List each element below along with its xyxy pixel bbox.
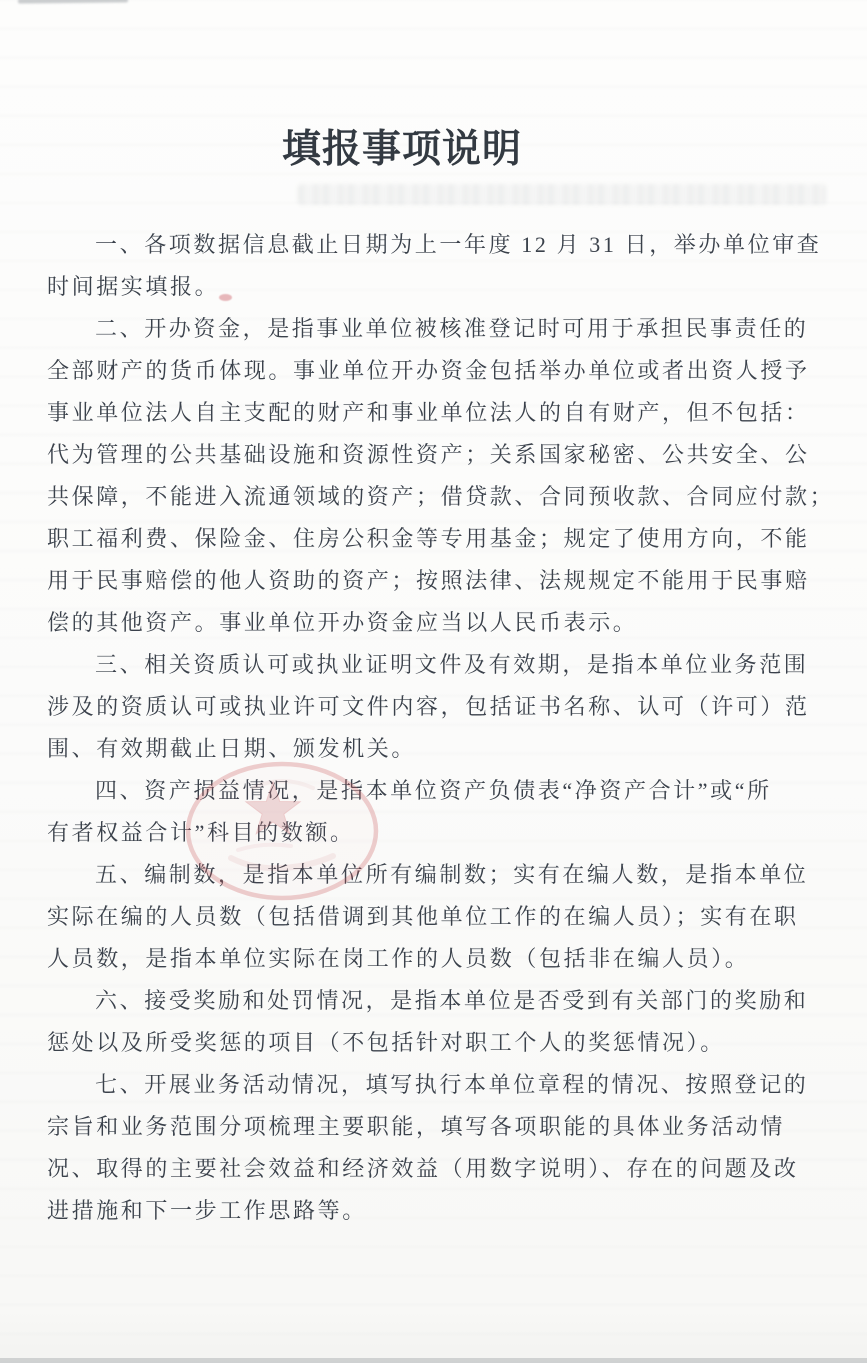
text-line: 职工福利费、保险金、住房公积金等专用基金；规定了使用方向，不能: [47, 526, 810, 551]
text-line: 代为管理的公共基础设施和资源性资产；关系国家秘密、公共安全、公: [47, 442, 810, 467]
document-title: 填报事项说明: [281, 128, 523, 171]
text-line: 七、开展业务活动情况，填写执行本单位章程的情况、按照登记的: [95, 1072, 809, 1097]
text-line: 事业单位法人自主支配的财产和事业单位法人的自有财产，但不包括：: [47, 400, 810, 425]
text-line: 五、编制数，是指本单位所有编制数；实有在编人数，是指本单位: [95, 862, 809, 887]
text-line: 六、接受奖励和处罚情况，是指本单位是否受到有关部门的奖励和: [95, 988, 809, 1013]
text-line: 有者权益合计”科目的数额。: [47, 820, 355, 845]
scan-artifact-top-smudge: [18, 0, 128, 4]
document-body: [47, 224, 837, 1232]
page-bottom-edge: [0, 1358, 867, 1363]
text-line: 偿的其他资产。事业单位开办资金应当以人民币表示。: [47, 610, 638, 635]
text-line: 二、开办资金，是指事业单位被核准登记时可用于承担民事责任的: [95, 316, 809, 341]
text-line: 围、有效期截止日期、颁发机关。: [47, 736, 417, 761]
scan-artifact-red-speck: [219, 294, 232, 301]
text-line: 况、取得的主要社会效益和经济效益（用数字说明）、存在的问题及改: [47, 1156, 799, 1181]
text-line: 一、各项数据信息截止日期为上一年度 12 月 31 日，举办单位审查: [95, 232, 822, 257]
text-line: 用于民事赔偿的他人资助的资产；按照法律、法规规定不能用于民事赔: [47, 568, 810, 593]
text-line: 涉及的资质认可或执业许可文件内容，包括证书名称、认可（许可）范: [47, 694, 810, 719]
text-line: 三、相关资质认可或执业证明文件及有效期，是指本单位业务范围: [95, 652, 809, 677]
text-line: 宗旨和业务范围分项梳理主要职能，填写各项职能的具体业务活动情: [47, 1114, 786, 1139]
text-line: 惩处以及所受奖惩的项目（不包括针对职工个人的奖惩情况）。: [47, 1030, 725, 1055]
text-line: 共保障，不能进入流通领域的资产；借贷款、合同预收款、合同应付款；: [47, 484, 835, 509]
text-line: 实际在编的人员数（包括借调到其他单位工作的在编人员）；实有在职: [47, 904, 799, 929]
bleed-through-text: [298, 184, 826, 205]
text-line: 四、资产损益情况，是指本单位资产负债表“净资产合计”或“所: [95, 778, 772, 803]
text-line: 全部财产的货币体现。事业单位开办资金包括举办单位或者出资人授予: [47, 358, 810, 383]
text-line: 进措施和下一步工作思路等。: [47, 1198, 367, 1223]
text-line: 人员数，是指本单位实际在岗工作的人员数（包括非在编人员）。: [47, 946, 750, 971]
text-line: 时间据实填报。: [47, 274, 220, 299]
